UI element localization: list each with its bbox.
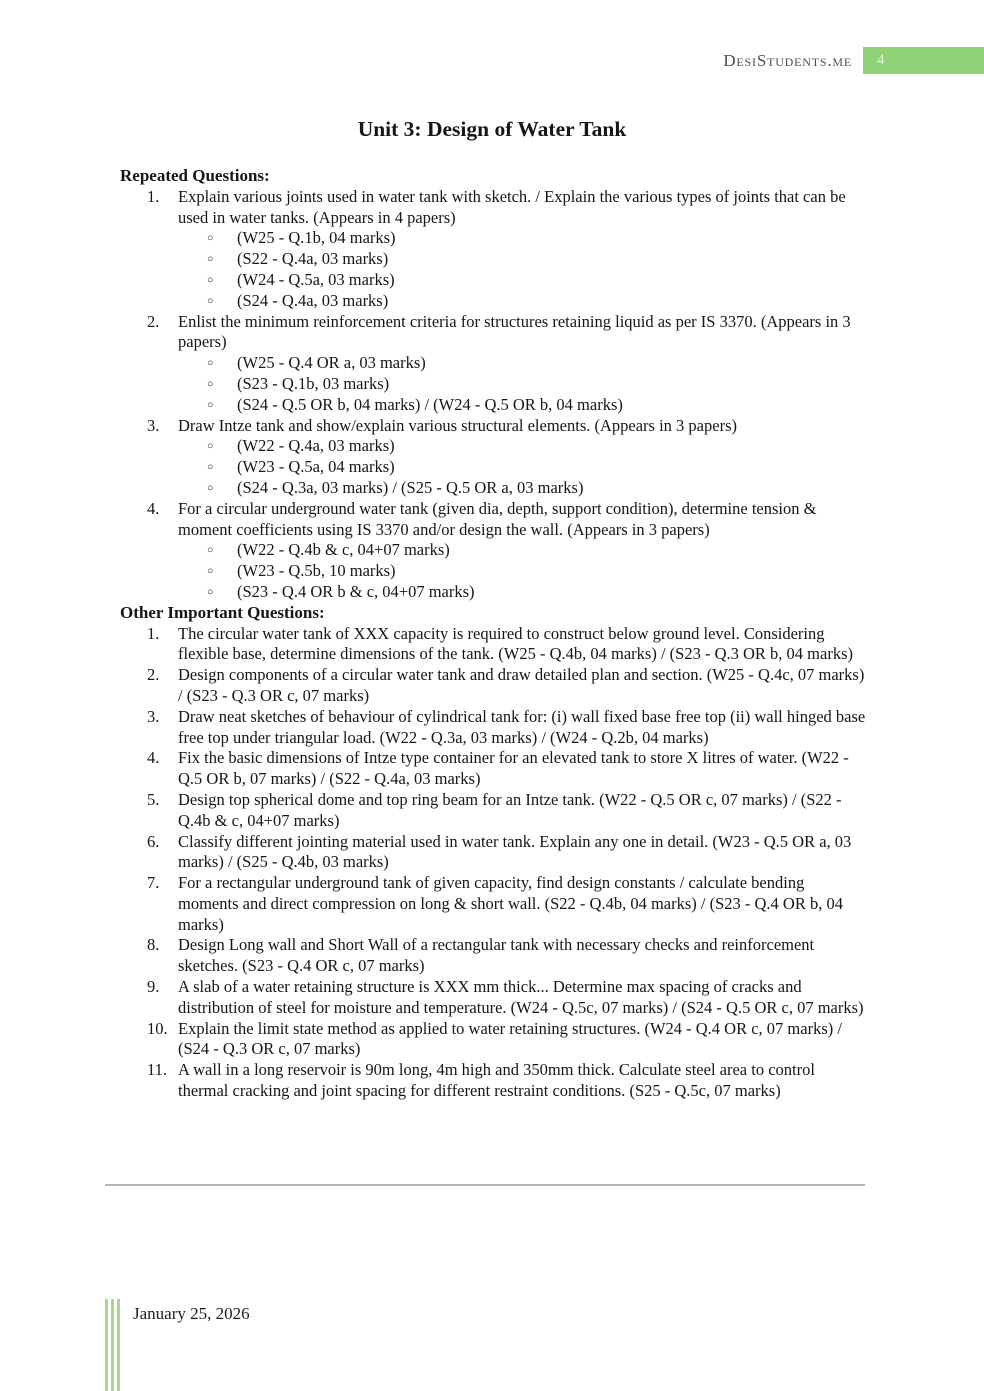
paper-reference-text: (W25 - Q.1b, 04 marks)	[237, 228, 396, 248]
question-text: Explain the limit state method as applied to water retaining structures. (W24 - Q.4 OR c, 07 marks) / (S24 - Q.3 OR c, 07 marks)	[178, 1018, 842, 1059]
paper-reference-text: (W22 - Q.4b & c, 04+07 marks)	[237, 540, 450, 560]
question-item	[120, 832, 868, 874]
paper-reference-item	[120, 353, 868, 374]
paper-reference-text: (W23 - Q.5a, 04 marks)	[237, 457, 395, 477]
paper-reference-item	[120, 561, 868, 582]
paper-reference-item	[120, 228, 868, 249]
paper-reference-item	[120, 395, 868, 416]
circle-bullet-icon: ○	[207, 254, 214, 266]
question-number: 3.	[147, 706, 160, 726]
question-number: 4.	[147, 498, 160, 518]
document-body	[120, 166, 868, 1102]
page-header	[723, 47, 984, 74]
circle-bullet-icon: ○	[207, 295, 214, 307]
question-item	[120, 624, 868, 666]
page-number-badge	[863, 47, 984, 74]
paper-reference-text: (S24 - Q.5 OR b, 04 marks) / (W24 - Q.5 OR b, 04 marks)	[237, 394, 623, 414]
question-text: Draw neat sketches of behaviour of cylindrical tank for: (i) wall fixed base free top (ii) wall hinged base free top under triangular load. (W22 - Q.3a, 03 marks) / (W24 - Q.2b, 04 marks)	[178, 706, 866, 747]
question-item	[120, 312, 868, 354]
circle-bullet-icon: ○	[207, 274, 214, 286]
paper-reference-text: (W23 - Q.5b, 10 marks)	[237, 561, 396, 581]
circle-bullet-icon: ○	[207, 441, 214, 453]
question-text: Draw Intze tank and show/explain various structural elements. (Appears in 3 papers)	[178, 415, 737, 435]
paper-reference-text: (S22 - Q.4a, 03 marks)	[237, 249, 389, 269]
question-item	[120, 977, 868, 1019]
question-item	[120, 748, 868, 790]
question-text: Design Long wall and Short Wall of a rectangular tank with necessary checks and reinforcement sketches. (S23 - Q.4 OR c, 07 marks)	[178, 935, 815, 976]
circle-bullet-icon: ○	[207, 566, 214, 578]
circle-bullet-icon: ○	[207, 482, 214, 494]
page-title: Unit 3: Design of Water Tank	[357, 117, 627, 141]
footer-stripes-icon	[105, 1299, 120, 1391]
question-number: 3.	[147, 415, 160, 435]
question-text: A slab of a water retaining structure is XXX mm thick... Determine max spacing of cracks and distribution of steel for moisture and temperature. (W24 - Q.5c, 07 marks) / (S24 - Q.5 OR c, 07 marks)	[178, 977, 864, 1017]
paper-reference-text: (W25 - Q.4 OR a, 03 marks)	[237, 353, 426, 373]
page-number: 4	[877, 52, 885, 68]
paper-reference-item	[120, 540, 868, 561]
paper-reference-item	[120, 291, 868, 312]
paper-reference-text: (W22 - Q.4a, 03 marks)	[237, 436, 395, 456]
question-text: Explain various joints used in water tank with sketch. / Explain the various types of joints that can be used in water tanks. (Appears in 4 papers)	[178, 186, 846, 227]
question-number: 10.	[147, 1018, 168, 1038]
footer-divider	[105, 1184, 865, 1186]
question-text: Design top spherical dome and top ring beam for an Intze tank. (W22 - Q.5 OR c, 07 marks) / (S22 - Q.4b & c, 04+07 marks)	[178, 789, 842, 830]
circle-bullet-icon: ○	[207, 233, 214, 245]
circle-bullet-icon: ○	[207, 586, 214, 598]
circle-bullet-icon: ○	[207, 378, 214, 390]
paper-reference-item	[120, 249, 868, 270]
circle-bullet-icon: ○	[207, 462, 214, 474]
question-number: 2.	[147, 665, 160, 685]
question-item	[120, 1019, 868, 1061]
question-text: For a circular underground water tank (given dia, depth, support condition), determine tension & moment coefficients using IS 3370 and/or design the wall. (Appears in 3 papers)	[178, 498, 817, 539]
question-number: 4.	[147, 748, 160, 768]
question-number: 1.	[147, 623, 160, 643]
question-text: For a rectangular underground tank of given capacity, find design constants / calculate bending moments and direct compression on long & short wall. (S22 - Q.4b, 04 marks) / (S23 - Q.4 OR b, 04 marks)	[178, 873, 843, 934]
question-item	[120, 707, 868, 749]
paper-reference-text: (S23 - Q.1b, 03 marks)	[237, 373, 390, 393]
section-heading: Repeated Questions:	[120, 166, 270, 185]
question-item	[120, 935, 868, 977]
paper-reference-item	[120, 374, 868, 395]
question-number: 7.	[147, 873, 160, 893]
question-item	[120, 187, 868, 229]
question-number: 6.	[147, 831, 160, 851]
question-text: The circular water tank of XXX capacity is required to construct below ground level. Considering flexible base, determine dimensions of the tank. (W25 - Q.4b, 04 marks) / (S23 - Q.3 OR b, 04 marks)	[178, 623, 853, 664]
site-name: DesiStudents.me	[723, 50, 852, 70]
question-number: 8.	[147, 935, 160, 955]
question-item	[120, 499, 868, 541]
circle-bullet-icon: ○	[207, 358, 214, 370]
question-text: Fix the basic dimensions of Intze type container for an elevated tank to store X litres of water. (W22 - Q.5 OR b, 07 marks) / (S22 - Q.4a, 03 marks)	[178, 748, 849, 789]
question-number: 5.	[147, 789, 160, 809]
question-text: Classify different jointing material used in water tank. Explain any one in detail. (W23 - Q.5 OR a, 03 marks) / (S25 - Q.4b, 03 marks)	[178, 831, 852, 872]
section-heading: Other Important Questions:	[120, 602, 325, 622]
question-text: Design components of a circular water tank and draw detailed plan and section. (W25 - Q.4c, 07 marks) / (S23 - Q.3 OR c, 07 marks)	[178, 665, 865, 705]
paper-reference-item	[120, 582, 868, 603]
question-item	[120, 416, 868, 437]
paper-reference-text: (W24 - Q.5a, 03 marks)	[237, 269, 395, 289]
paper-reference-text: (S23 - Q.4 OR b & c, 04+07 marks)	[237, 581, 475, 601]
question-item	[120, 873, 868, 935]
paper-reference-item	[120, 478, 868, 499]
question-text: Enlist the minimum reinforcement criteria for structures retaining liquid as per IS 3370. (Appears in 3 papers)	[178, 311, 851, 352]
question-number: 11.	[147, 1060, 168, 1080]
question-item	[120, 1060, 868, 1102]
paper-reference-item	[120, 270, 868, 291]
question-item	[120, 665, 868, 707]
paper-reference-text: (S24 - Q.3a, 03 marks) / (S25 - Q.5 OR a, 03 marks)	[237, 477, 584, 497]
question-number: 2.	[147, 311, 160, 331]
circle-bullet-icon: ○	[207, 399, 214, 411]
question-text: A wall in a long reservoir is 90m long, 4m high and 350mm thick. Calculate steel area to control thermal cracking and joint spacing for different restraint conditions. (S25 - Q.5c, 07 marks)	[178, 1060, 815, 1101]
question-number: 9.	[147, 977, 160, 997]
question-number: 1.	[147, 186, 160, 206]
footer-date: January 25, 2026	[133, 1304, 250, 1323]
circle-bullet-icon: ○	[207, 545, 214, 557]
paper-reference-item	[120, 436, 868, 457]
paper-reference-text: (S24 - Q.4a, 03 marks)	[237, 290, 389, 310]
paper-reference-item	[120, 457, 868, 478]
question-item	[120, 790, 868, 832]
